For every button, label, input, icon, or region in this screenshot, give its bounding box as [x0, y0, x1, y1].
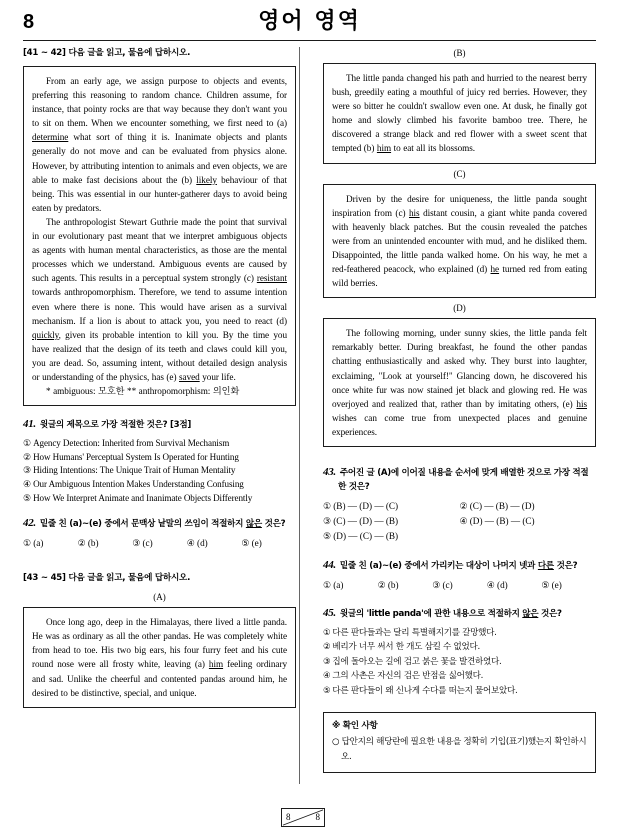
- choice-label: 베리가 너무 써서 한 개도 삼킬 수 없었다.: [332, 642, 480, 653]
- choice-label: (d): [497, 579, 508, 590]
- choice-item[interactable]: [323, 655, 596, 669]
- passage-box-B: [323, 63, 596, 164]
- choice-item[interactable]: [23, 437, 296, 451]
- choice-label: (C) — (D) — (B): [333, 515, 399, 526]
- page-header: [23, 10, 596, 44]
- choice-item[interactable]: [323, 684, 596, 698]
- choice-item[interactable]: [378, 578, 433, 592]
- choice-label: (e): [551, 579, 562, 590]
- choice-marker: ②: [377, 579, 386, 590]
- choice-label: How We Interpret Animate and Inanimate Objects Differently: [33, 492, 253, 503]
- directive-41-42: [41 ~ 42] 다음 글을 읽고, 물음에 답하시오.: [23, 48, 191, 58]
- passage-glossary: * ambiguous: 모호한 ** anthropomorphism: 의인화: [46, 386, 240, 397]
- footer-page-number-right: 8: [315, 812, 320, 822]
- passage-box-main: [23, 66, 296, 406]
- question-43-number: 43.: [323, 465, 336, 478]
- choice-marker: ⑤: [241, 538, 250, 549]
- choice-item[interactable]: [460, 499, 597, 514]
- underlined-ref-b: him: [376, 143, 392, 154]
- question-44-prompt: [323, 558, 596, 573]
- page-title: 영어 영역: [258, 9, 361, 34]
- choice-marker: ④: [23, 478, 32, 489]
- underlined-ref-d: he: [490, 264, 500, 275]
- choice-marker: ④: [486, 579, 496, 590]
- choice-marker: ⑤: [323, 530, 332, 541]
- choice-label: 그의 사촌은 자신의 검은 반점을 싫어했다.: [332, 671, 484, 682]
- choice-marker: ④: [186, 538, 196, 549]
- question-42-prompt: [23, 516, 296, 531]
- choice-label: (c): [142, 538, 153, 549]
- choice-marker: ③: [323, 515, 332, 526]
- passageA-seg2: feeling ordinary and sad. Unlike the cheerful and contented pandas around him, he desired to be distinctive, special, and unique.: [32, 659, 287, 698]
- passage-box-A: [23, 607, 296, 708]
- choice-item[interactable]: [460, 514, 597, 529]
- choice-label: (e): [251, 538, 262, 549]
- passage-A-text: [32, 615, 287, 700]
- footer-page-marker: [281, 808, 325, 827]
- question-42-text-before: 밑줄 친 (a)~(e) 중에서 문맥상 낱말의 쓰임이 적절하지: [39, 519, 246, 530]
- left-column: [23, 47, 296, 712]
- passageC-seg2: distant cousin, a giant white panda covered with heavenly black patches. But the cousin revealed the patches were from an unintended encounter with mud, and he disliked them. Disappointed, the little panda walked home. On his way, he met a red-feathered peacock, who explained (d): [332, 207, 587, 275]
- question-43-text: 주어진 글 (A)에 이어질 내용을 순서에 맞게 배열한 것으로 가장 적절한 것은?: [338, 467, 589, 492]
- choice-label: (b): [387, 579, 399, 590]
- choice-item[interactable]: [23, 464, 296, 478]
- choice-marker: ③: [132, 538, 141, 549]
- passage-label-B: (B): [453, 48, 466, 58]
- question-44: [323, 558, 596, 592]
- choice-item[interactable]: [23, 536, 78, 550]
- question-45-text-before: 윗글의 'little panda'에 관한 내용으로 적절하지: [339, 608, 523, 619]
- para1-seg2: what sort of thing it is. Inanimate objects and plants generally do not move and can be evaluated from physics alone. However, by attributing intention to animals and even objects, we are able to make fast decisions about the (b): [32, 132, 287, 185]
- passageD-seg1: The following morning, under sunny skies, the little panda felt remarkably better. During breakfast, he found the other pandas chatting enthusiastically and asked why. They burst into laughter, exclaiming, "Look at yourself!" Glancing down, he discovered his once white fur was now stained jet black and glowing red. He was overjoyed and realized that, rather than by imitating others, (e): [332, 328, 587, 409]
- passageD-seg2: wishes can come true from unexpected places and genuine experiences.: [332, 412, 587, 437]
- choice-item[interactable]: [187, 536, 242, 550]
- choice-marker: ①: [323, 500, 332, 511]
- choice-item[interactable]: [323, 499, 460, 514]
- para1-seg1: From an early age, we assign purpose to objects and events, preferring this reasoning to random chance. Children assume, for instance, that pointy rocks are that way because they don't want you to sit on them. When we encounter something, we first need to (a): [32, 76, 287, 129]
- question-44-text-after: 것은?: [553, 560, 578, 571]
- question-42-text-after: 것은?: [261, 519, 286, 530]
- choice-label: (b): [87, 538, 99, 549]
- choice-marker: ⑤: [541, 579, 550, 590]
- choice-label: (B) — (D) — (C): [333, 500, 399, 511]
- choice-marker: ③: [432, 579, 441, 590]
- question-41-prompt: [23, 417, 296, 432]
- passageC-seg3: turned red from eating wild berries.: [332, 264, 587, 289]
- choice-marker: ①: [23, 438, 32, 449]
- choice-item[interactable]: [432, 578, 487, 592]
- choice-item[interactable]: [241, 536, 296, 550]
- footer-page-number-left: 8: [286, 812, 291, 822]
- confirmation-notice-box: [323, 712, 596, 773]
- choice-label: 다른 판다들이 왜 신나게 수다를 떠는지 물어보았다.: [332, 685, 518, 696]
- choice-label: How Humans' Perceptual System Is Operated for Hunting: [33, 451, 239, 462]
- question-44-negation: 다른: [537, 560, 554, 571]
- notice-title: ※ 확인 사항: [332, 721, 378, 731]
- choice-item[interactable]: [323, 514, 460, 529]
- underlined-word-e: saved: [179, 371, 200, 382]
- question-43-prompt: [323, 465, 596, 494]
- choice-item[interactable]: [323, 578, 378, 592]
- passageA-seg1: Once long ago, deep in the Himalayas, there lived a little panda. He was as ordinary as all the other pandas. He was completely white from head to toe. His two big ears, his four furry feet and his cute round nose were all frosty white, leaving (a): [32, 617, 287, 670]
- underlined-word-b: likely: [196, 174, 217, 185]
- question-41-number: 41.: [23, 418, 36, 431]
- question-41: [23, 417, 296, 505]
- choice-label: 집에 돌아오는 길에 검고 붉은 꽃을 발견하였다.: [332, 656, 502, 667]
- question-45-negation: 않은: [522, 608, 539, 619]
- para2-seg4: your life.: [199, 371, 236, 382]
- choice-item[interactable]: [323, 626, 596, 640]
- question-45-prompt: [323, 606, 596, 621]
- choice-marker: ①: [323, 627, 331, 638]
- choice-label: (a): [33, 538, 44, 549]
- passage-paragraph-2: [32, 215, 287, 384]
- choice-marker: ⑤: [23, 492, 32, 503]
- para1-seg3: behaviour of that being. This was essential in our hunter-gatherer days to avoid being eaten by predators.: [32, 174, 288, 213]
- choice-marker: ⑤: [323, 685, 331, 696]
- choice-item[interactable]: [323, 669, 596, 683]
- passage-label-D: (D): [453, 303, 466, 314]
- question-42-choices: [23, 536, 296, 550]
- question-45-choices: [323, 626, 596, 698]
- choice-marker: ②: [23, 451, 32, 462]
- question-44-number: 44.: [323, 558, 336, 571]
- passage-label-A: (A): [153, 592, 166, 603]
- underlined-ref-c: his: [409, 207, 420, 218]
- question-45-text-after: 것은?: [538, 608, 562, 619]
- choice-marker: ②: [323, 642, 331, 653]
- header-divider-rule: [23, 40, 596, 41]
- choice-item[interactable]: [487, 578, 542, 592]
- choice-item[interactable]: [23, 478, 296, 492]
- underlined-ref-a: him: [208, 659, 224, 670]
- underlined-word-c: resistant: [256, 273, 287, 284]
- passage-B-text: [332, 71, 587, 156]
- passage-label-C: (C): [453, 168, 466, 179]
- underlined-word-d: quickly: [32, 329, 59, 340]
- question-41-choices: [23, 437, 296, 505]
- column-divider: [299, 47, 300, 784]
- choice-item[interactable]: [541, 578, 596, 592]
- choice-label: (d): [197, 538, 208, 549]
- passageC-seg1: Driven by the desire for uniqueness, the little panda sought inspiration from (c): [332, 193, 587, 218]
- choice-marker: ②: [77, 538, 86, 549]
- choice-label: (D) — (B) — (C): [469, 515, 535, 526]
- choice-label: 다른 판다들과는 달리 특별해지기를 갈망했다.: [332, 627, 497, 638]
- passage-box-D: [323, 318, 596, 447]
- question-45-number: 45.: [323, 606, 336, 619]
- question-42-number: 42.: [23, 517, 36, 530]
- choice-item[interactable]: [323, 529, 460, 544]
- choice-marker: ①: [323, 579, 332, 590]
- choice-label: (a): [333, 579, 344, 590]
- choice-marker: ③: [323, 656, 331, 667]
- choice-marker: ④: [459, 515, 468, 526]
- question-42: [23, 516, 296, 550]
- choice-label: Agency Detection: Inherited from Survival Mechanism: [33, 438, 230, 449]
- question-42-negation: 않은: [245, 519, 262, 530]
- passage-box-C: [323, 184, 596, 299]
- choice-label: (D) — (C) — (B): [333, 530, 399, 541]
- passage-C-text: [332, 192, 587, 291]
- choice-marker: ④: [323, 671, 331, 682]
- passageB-seg1: The little panda changed his path and hurried to the nearest berry bush, greedily eating a mouthful of juicy red berries. However, they were so bitter he couldn't swallow even one. At dusk, he finally got home and slowly climbed his favorite bamboo tree. There, he discovered a strange black and red flower with a sweet scent that tempted (b): [332, 73, 587, 154]
- question-43: [323, 465, 596, 544]
- directive-43-45: [43 ~ 45] 다음 글을 읽고, 물음에 답하시오.: [23, 573, 191, 584]
- passageB-seg2: to eat all its blossoms.: [391, 143, 476, 154]
- para2-seg3: , given its probable intention to kill you. By the time you have realized that the design of its teeth and claws could kill you, you are dead. So, assuming intent, without detailed design analysis or understanding of the physics, has (e): [32, 329, 287, 382]
- choice-marker: ③: [23, 465, 32, 476]
- para2-seg2: towards anthropomorphism. Therefore, we tend to assume intention even where there is none. This would have arisen as a survival mechanism. If a lion is about to attack you, you need to react (d): [32, 287, 287, 326]
- choice-item[interactable]: [23, 451, 296, 465]
- question-45: [323, 606, 596, 698]
- passage-paragraph-1: [32, 74, 287, 215]
- choice-item[interactable]: [132, 536, 187, 550]
- question-43-choices: [323, 499, 596, 544]
- choice-label: Our Ambiguous Intention Makes Understanding Confusing: [33, 478, 244, 489]
- choice-label: (C) — (B) — (D): [469, 500, 535, 511]
- choice-marker: ①: [23, 538, 32, 549]
- choice-label: (c): [442, 579, 453, 590]
- header-page-number: 8: [23, 11, 34, 33]
- question-44-choices: [323, 578, 596, 592]
- passage-D-text: [332, 326, 587, 439]
- right-column: [323, 47, 596, 773]
- para2-seg1: The anthropologist Stewart Guthrie made the point that survival in our evolutionary past meant that we interpret ambiguous objects as agents with human mental characteristics, as those are the mental processes which we understand. Ambiguous events are caused by such agents. This results in a perceptual system strongly (c): [32, 216, 287, 284]
- question-44-text-before: 밑줄 친 (a)~(e) 중에서 가리키는 대상이 나머지 넷과: [339, 560, 538, 571]
- question-41-text: 윗글의 제목으로 가장 적절한 것은? [3점]: [39, 420, 191, 431]
- choice-item[interactable]: [23, 492, 296, 506]
- choice-marker: ②: [459, 500, 468, 511]
- choice-item[interactable]: [78, 536, 133, 550]
- notice-body: ○ 답안지의 해당란에 필요한 내용을 정확히 기입(표기)했는지 확인하시오.: [332, 737, 587, 762]
- choice-label: Hiding Intentions: The Unique Trait of Human Mentality: [33, 465, 236, 476]
- choice-item[interactable]: [323, 640, 596, 654]
- underlined-ref-e: his: [576, 398, 587, 409]
- underlined-word-a: determine: [32, 132, 69, 143]
